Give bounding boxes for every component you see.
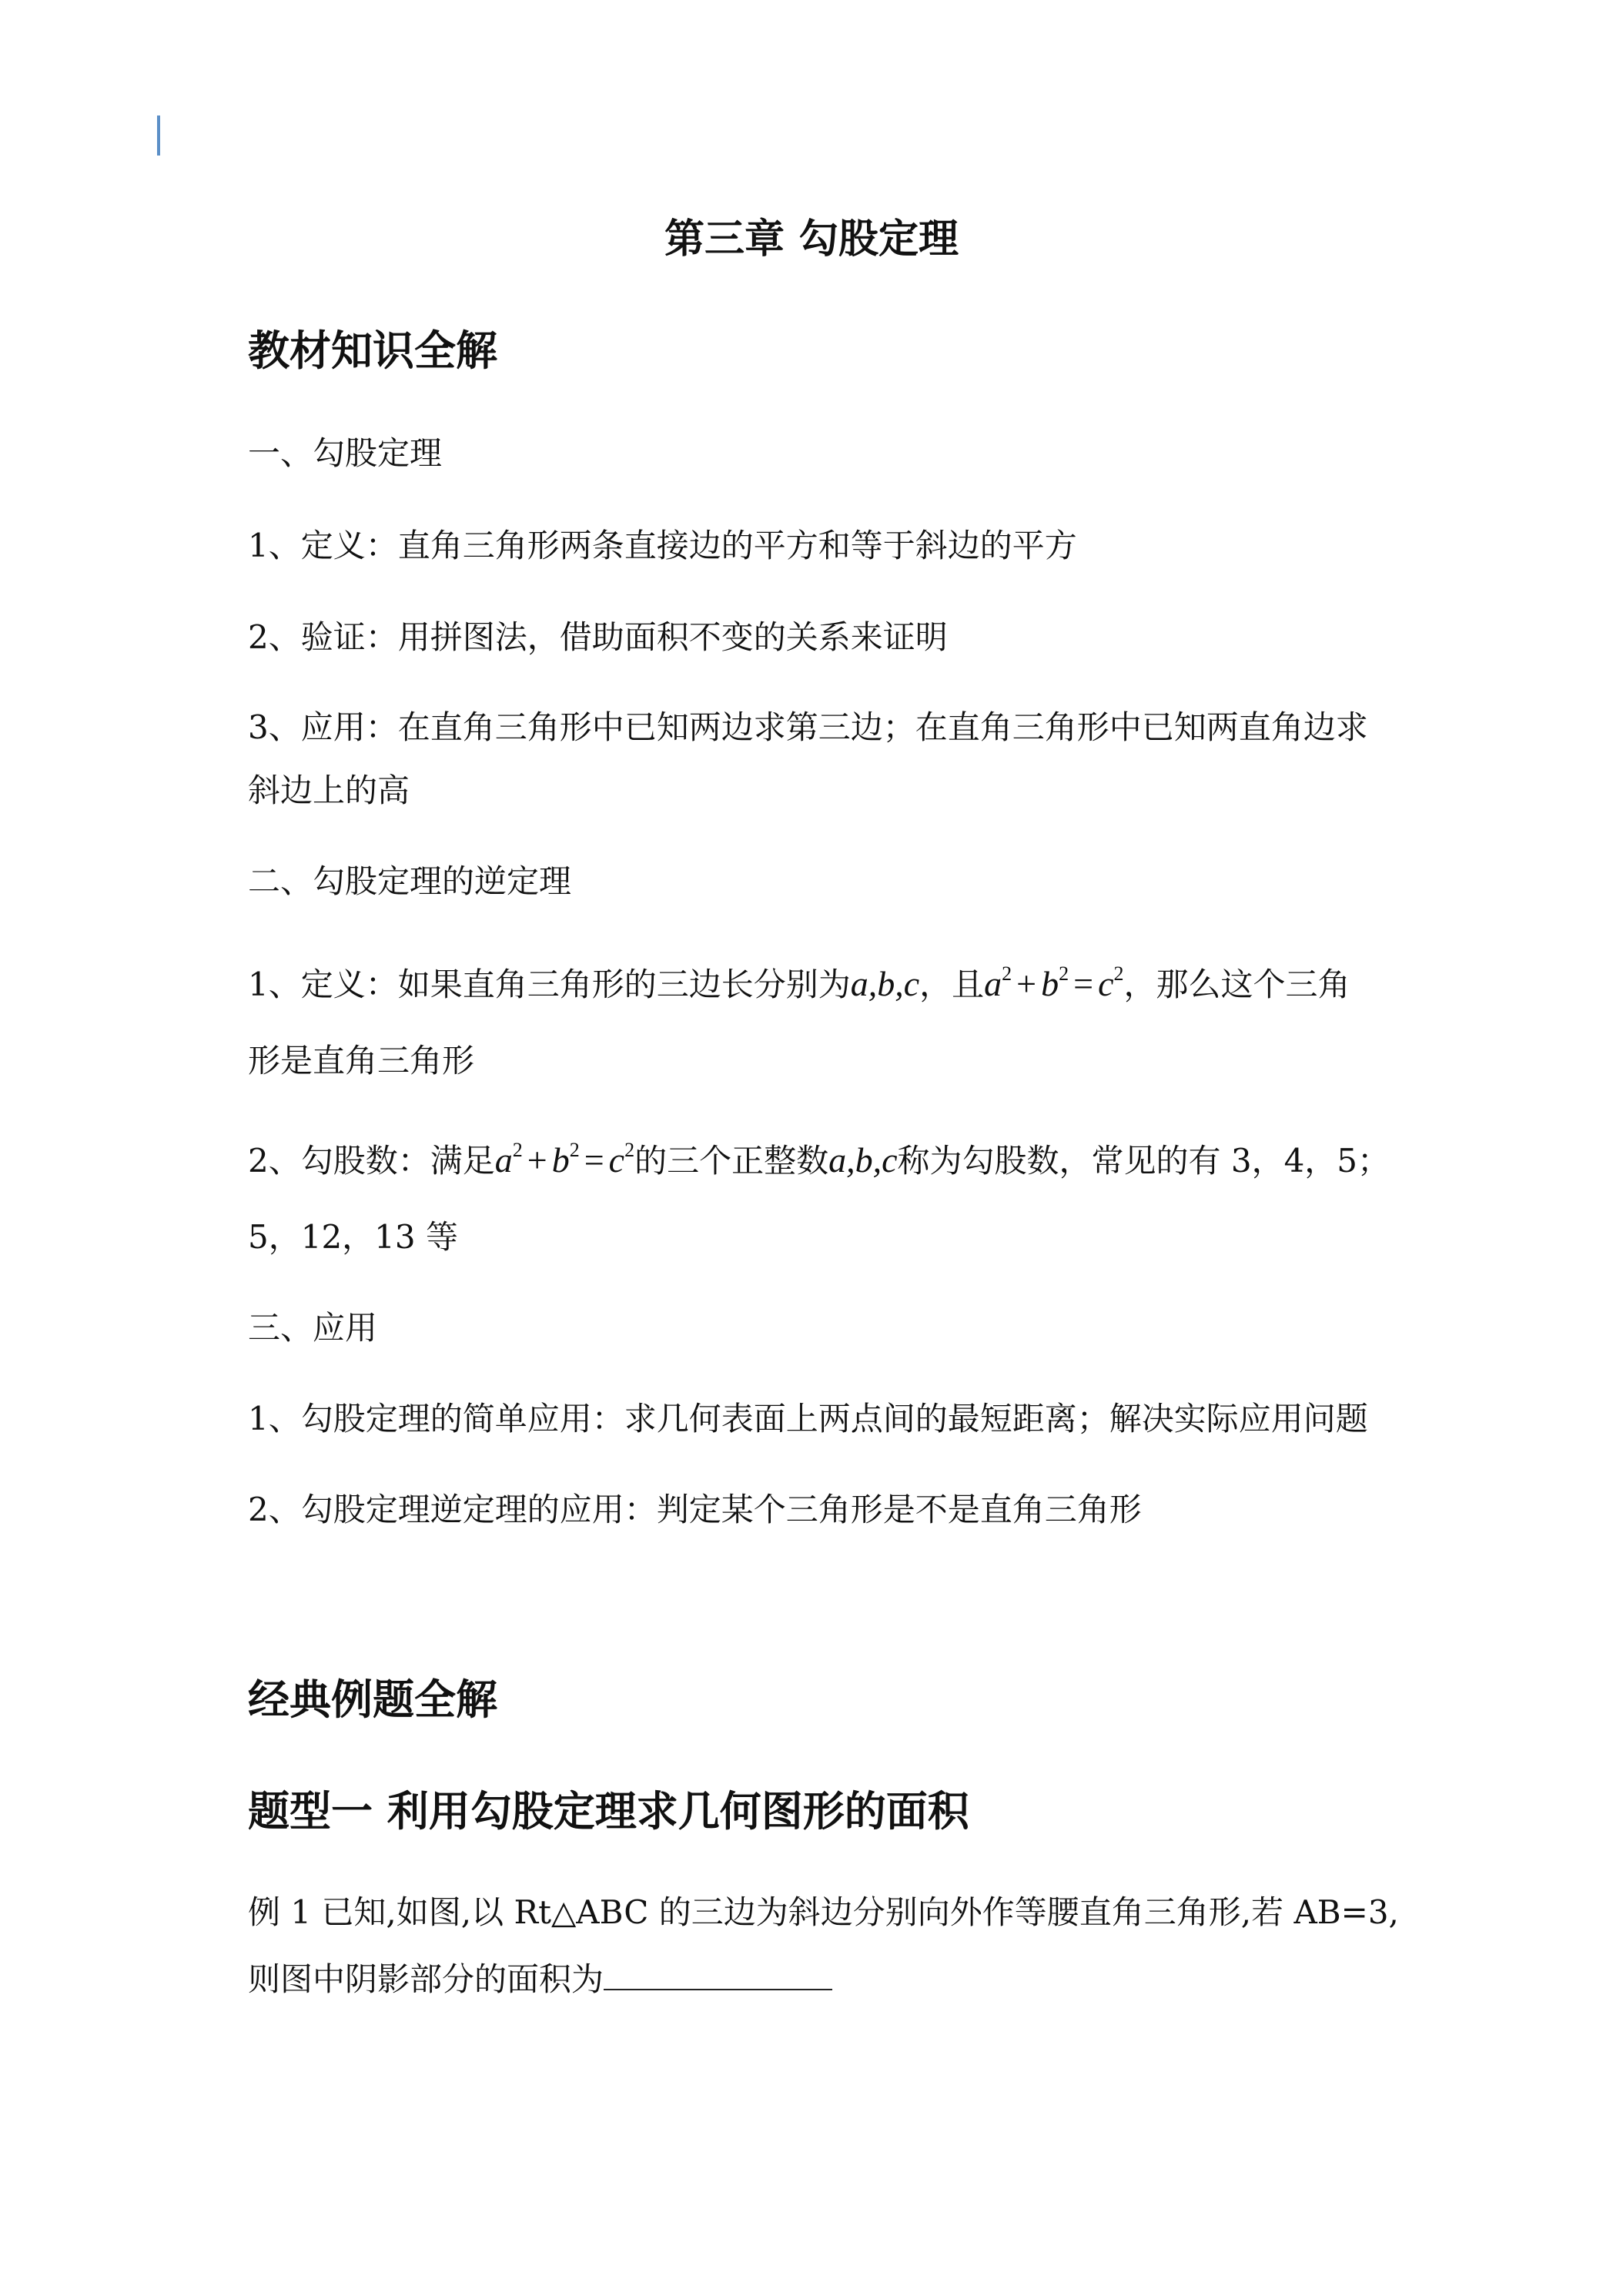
pythagorean-triples-line2: 5，12，13 等 (248, 1218, 458, 1256)
converse-definition-mid: ，且 (919, 966, 985, 1003)
example1-line2 (248, 1961, 832, 1996)
triples-suffix: 称为勾股数，常见的有 3，4，5； (897, 1142, 1390, 1180)
pythagorean-triples-line1 (248, 1139, 1390, 1180)
section-heading-knowledge: 教材知识全解 (248, 326, 497, 375)
converse-application-item: 2、勾股定理逆定理的应用：判定某个三角形是不是直角三角形 (248, 1491, 1142, 1528)
text-cursor-marker (157, 115, 160, 156)
definition-item: 1、定义：直角三角形两条直接边的平方和等于斜边的平方 (248, 527, 1077, 564)
pythagorean-formula: $a^2 + b^2 = c^2$ (494, 1139, 635, 1180)
example1-question: 则图中阴影部分的面积为 (248, 1960, 604, 1998)
verification-item: 2、验证：用拼图法，借助面积不变的关系来证明 (248, 618, 948, 656)
simple-application-item: 1、勾股定理的简单应用：求几何表面上两点间的最短距离；解决实际应用问题 (248, 1400, 1368, 1438)
example1-line1: 例 1 已知,如图,以 Rt△ABC 的三边为斜边分别向外作等腰直角三角形,若 AB=3, (248, 1893, 1399, 1931)
application-item-line2: 斜边上的高 (248, 771, 410, 809)
chapter-title: 第三章 勾股定理 (664, 216, 959, 263)
converse-definition-prefix: 1、定义：如果直角三角形的三边长分别为 (248, 966, 851, 1003)
part-heading-converse-theorem: 二、勾股定理的逆定理 (248, 862, 572, 900)
part-heading-applications: 三、应用 (248, 1309, 378, 1347)
section-heading-examples: 经典例题全解 (248, 1675, 497, 1724)
converse-definition-suffix: ，那么这个三角 (1123, 966, 1350, 1003)
triples-prefix: 2、勾股数：满足 (248, 1142, 495, 1180)
converse-definition-line1 (248, 962, 1350, 1003)
application-item-line1: 3、应用：在直角三角形中已知两边求第三边；在直角三角形中已知两直角边求 (248, 708, 1368, 746)
variables-abc: a,b,c (850, 964, 920, 1003)
question-type-heading: 题型一 利用勾股定理求几何图形的面积 (248, 1787, 969, 1836)
variables-abc: a,b,c (828, 1140, 898, 1180)
part-heading-pythagorean-theorem: 一、勾股定理 (248, 434, 443, 472)
triples-mid: 的三个正整数 (634, 1142, 829, 1180)
converse-definition-line2: 形是直角三角形 (248, 1042, 475, 1079)
answer-blank[interactable] (604, 1961, 832, 1990)
pythagorean-formula: $a^2 + b^2 = c^2$ (984, 962, 1124, 1003)
